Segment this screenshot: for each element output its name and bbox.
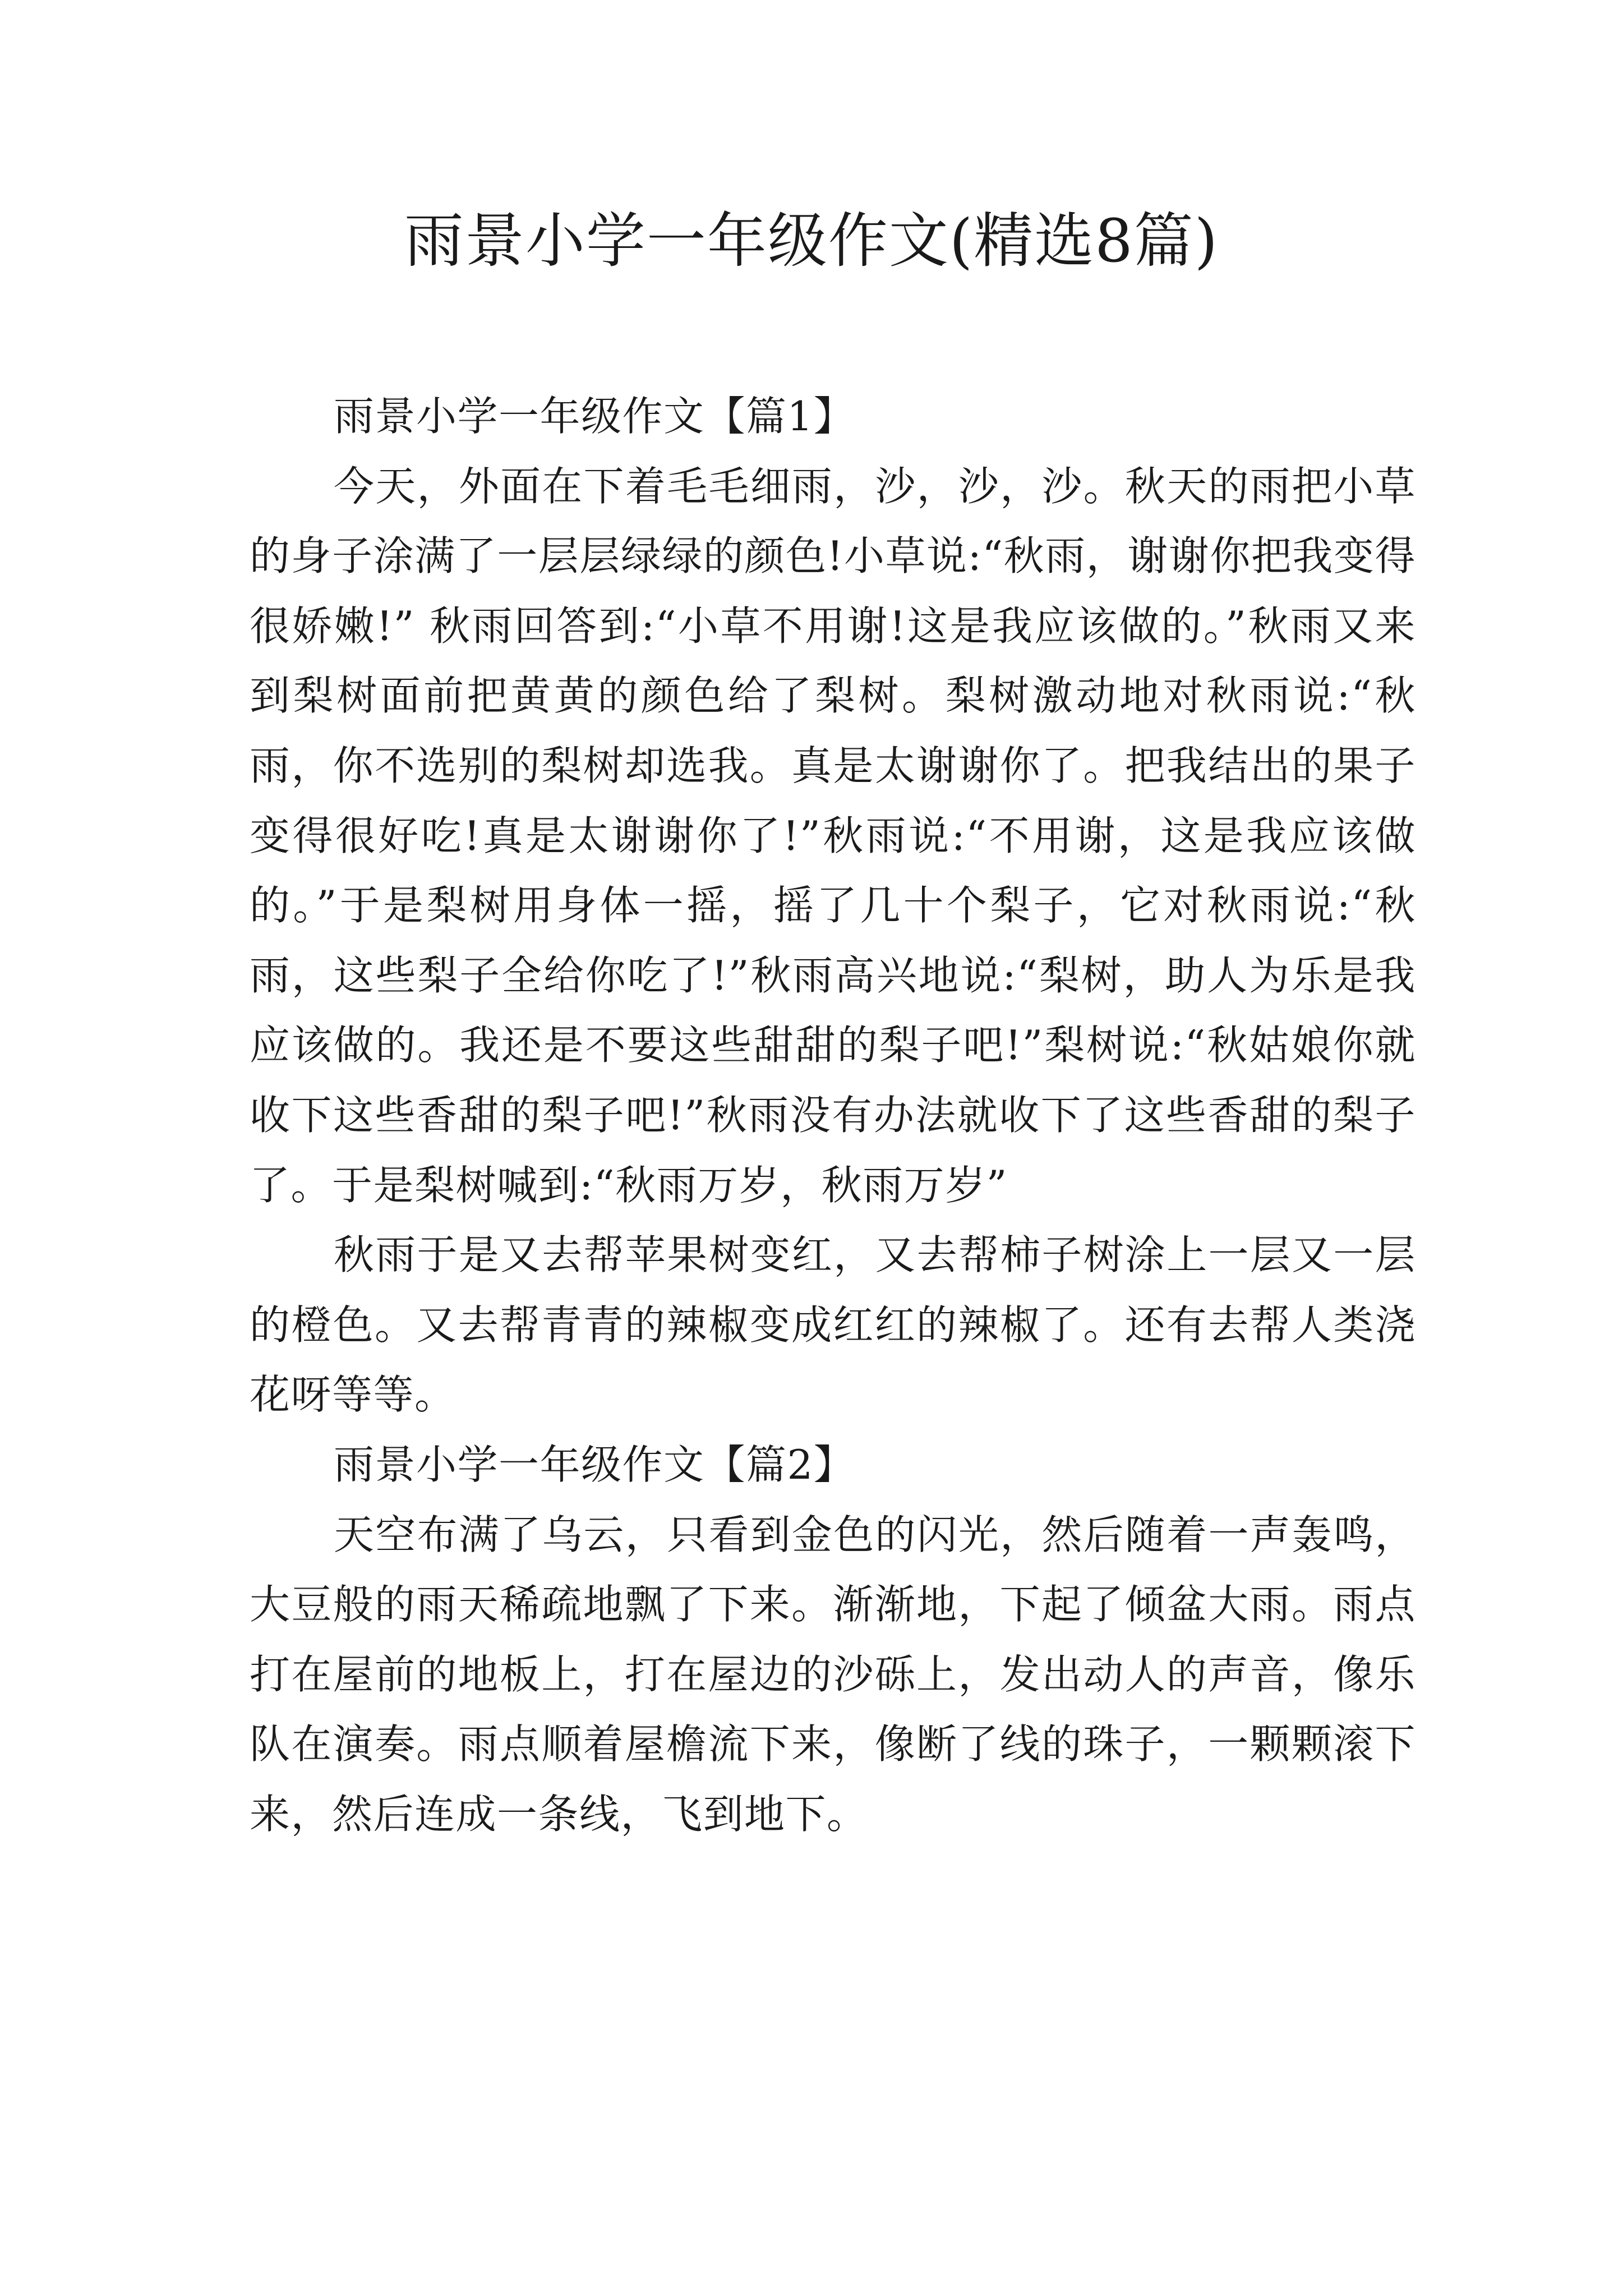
section-1-paragraph-1: 今天，外面在下着毛毛细雨，沙，沙，沙。秋天的雨把小草的身子涂满了一层层绿绿的颜色!小草说:“秋雨，谢谢你把我变得很娇嫩!” 秋雨回答到:“小草不用谢!这是我应该做的。”秋雨又来到梨树面前把黄黄的颜色给了梨树。梨树激动地对秋雨说:“秋雨，你不选别的梨树却选我。真是太谢谢你了。把我结出的果子变得很好吃!真是太谢谢你了!”秋雨说:“不用谢，这是我应该做的。”于是梨树用身体一摇，摇了几十个梨子，它对秋雨说:“秋雨，这些梨子全给你吃了!”秋雨高兴地说:“梨树，助人为乐是我应该做的。我还是不要这些甜甜的梨子吧!”梨树说:“秋姑娘你就收下这些香甜的梨子吧!”秋雨没有办法就收下了这些香甜的梨子了。于是梨树喊到:“秋雨万岁，秋雨万岁” (250, 462, 1416, 1209)
document-title: 雨景小学一年级作文(精选8篇) (404, 206, 1219, 275)
section-1-paragraph-2: 秋雨于是又去帮苹果树变红，又去帮柿子树涂上一层又一层的橙色。又去帮青青的辣椒变成红红的辣椒了。还有去帮人类浇花呀等等。 (250, 1231, 1416, 1419)
document-body (250, 381, 1416, 1849)
section-heading-2: 雨景小学一年级作文【篇2】 (334, 1441, 855, 1488)
section-heading-1: 雨景小学一年级作文【篇1】 (334, 393, 855, 440)
section-2-paragraph-1: 天空布满了乌云，只看到金色的闪光，然后随着一声轰鸣，大豆般的雨天稀疏地飘了下来。渐渐地，下起了倾盆大雨。雨点打在屋前的地板上，打在屋边的沙砾上，发出动人的声音，像乐队在演奏。雨点顺着屋檐流下来，像断了线的珠子，一颗颗滚下来，然后连成一条线，飞到地下。 (250, 1511, 1416, 1838)
